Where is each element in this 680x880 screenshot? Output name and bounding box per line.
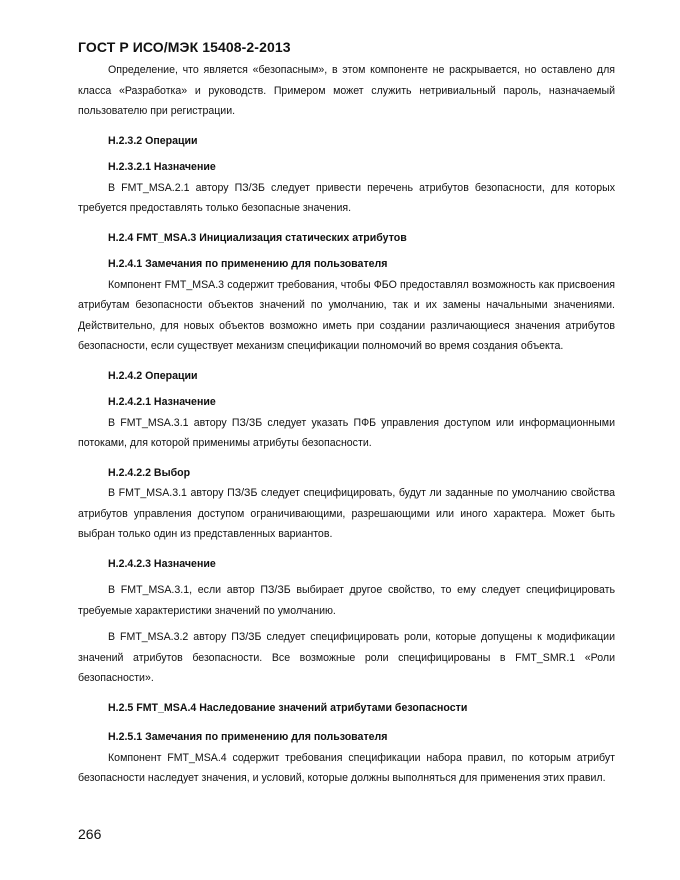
paragraph: В FMT_MSA.3.2 автору ПЗ/ЗБ следует специфицировать роли, которые допущены к модификации значений атрибутов безопасности. Все возможные роли специфицированы в FMT_SMR.1 «Роли безопасности». xyxy=(78,631,615,684)
document-header: ГОСТ Р ИСО/МЭК 15408-2-2013 xyxy=(78,39,291,55)
section-heading: Н.2.4 FMT_MSA.3 Инициализация статических атрибутов xyxy=(108,231,407,244)
section-heading: Н.2.4.2.1 Назначение xyxy=(108,396,216,408)
section-heading: Н.2.4.1 Замечания по применению для пользователя xyxy=(108,258,388,270)
paragraph: В FMT_MSA.3.1 автору ПЗ/ЗБ следует указать ПФБ управления доступом или информационными потоками, для которой применимы атрибуты безопасности. xyxy=(78,416,615,449)
paragraph: Компонент FMT_MSA.3 содержит требования, чтобы ФБО предоставлял возможность как присвоения атрибутам безопасности объектов значений по умолчанию, так и их замены начальными значениями. Действительно, для новых объектов возможно иметь при создании различающиеся значения атрибутов безопасности, если существует механизм спецификации полномочий во время создания объекта. xyxy=(78,278,615,352)
page-number: 266 xyxy=(78,826,102,842)
section-heading: Н.2.4.2 Операции xyxy=(108,369,198,382)
section-heading: Н.2.4.2.2 Выбор xyxy=(108,466,191,479)
section-heading: Н.2.3.2 Операции xyxy=(108,134,198,147)
paragraph: В FMT_MSA.3.1 автору ПЗ/ЗБ следует специфицировать, будут ли заданные по умолчанию свойства атрибутов управления доступом ограничивающими, разрешающими или иного характера. Может быть выбран только один из представленных вариантов. xyxy=(78,487,615,540)
section-heading: Н.2.5.1 Замечания по применению для пользователя xyxy=(108,731,388,743)
section-heading: Н.2.3.2.1 Назначение xyxy=(108,161,216,173)
document-body xyxy=(78,60,615,789)
paragraph: В FMT_MSA.2.1 автору ПЗ/ЗБ следует привести перечень атрибутов безопасности, для которых требуется предоставлять только безопасные значения. xyxy=(78,181,615,214)
paragraph: Компонент FMT_MSA.4 содержит требования спецификации набора правил, по которым атрибут безопасности наследует значения, и условий, которые должны выполняться для применения этих правил. xyxy=(78,751,615,784)
section-heading: Н.2.5 FMT_MSA.4 Наследование значений атрибутами безопасности xyxy=(108,701,468,714)
paragraph: В FMT_MSA.3.1, если автор ПЗ/ЗБ выбирает другое свойство, то ему следует специфицировать требуемые характеристики значений по умолчанию. xyxy=(78,584,615,617)
paragraph: Определение, что является «безопасным», в этом компоненте не раскрывается, но оставлено для класса «Разработка» и руководств. Примером может служить нетривиальный пароль, назначаемый пользователю при регистрации. xyxy=(78,64,615,117)
section-heading: Н.2.4.2.3 Назначение xyxy=(108,557,216,570)
